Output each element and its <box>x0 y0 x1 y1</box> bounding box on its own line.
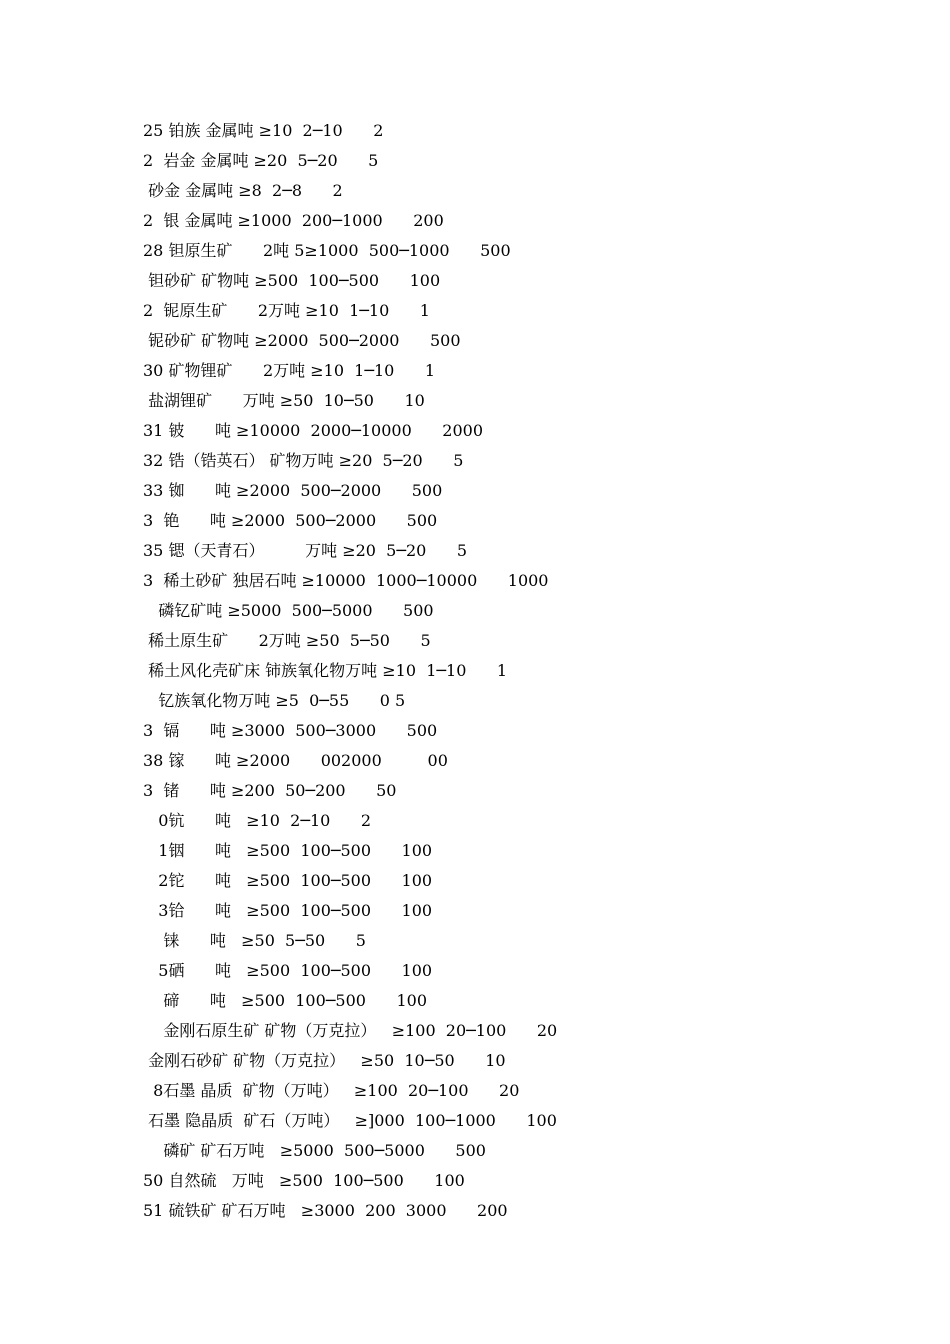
text-line: 30 矿物锂矿 2万吨 ≥10 1─10 1 <box>143 361 436 380</box>
text-line: 砂金 金属吨 ≥8 2─8 2 <box>143 181 343 200</box>
text-line: 铼 吨 ≥50 5─50 5 <box>143 931 366 950</box>
text-line: 盐湖锂矿 万吨 ≥50 10─50 10 <box>143 391 425 410</box>
text-line: 石墨 隐晶质 矿石（万吨） ≥]000 100─1000 100 <box>143 1111 557 1130</box>
text-line: 51 硫铁矿 矿石万吨 ≥3000 200 3000 200 <box>143 1201 508 1220</box>
text-line: 钽砂矿 矿物吨 ≥500 100─500 100 <box>143 271 441 290</box>
text-line: 3铪 吨 ≥500 100─500 100 <box>143 901 433 920</box>
text-line: 1铟 吨 ≥500 100─500 100 <box>143 841 433 860</box>
text-line: 25 铂族 金属吨 ≥10 2─10 2 <box>143 121 384 140</box>
text-line: 稀土风化壳矿床 铈族氧化物万吨 ≥10 1─10 1 <box>143 661 508 680</box>
text-line: 2铊 吨 ≥500 100─500 100 <box>143 871 433 890</box>
text-line: 3 锗 吨 ≥200 50─200 50 <box>143 781 397 800</box>
text-line: 32 锆（锆英石） 矿物万吨 ≥20 5─20 5 <box>143 451 464 470</box>
text-line: 35 锶（天青石） 万吨 ≥20 5─20 5 <box>143 541 468 560</box>
text-line: 稀土原生矿 2万吨 ≥50 5─50 5 <box>143 631 431 650</box>
text-line: 28 钽原生矿 2吨 5≥1000 500─1000 500 <box>143 241 511 260</box>
text-line: 3 铯 吨 ≥2000 500─2000 500 <box>143 511 438 530</box>
text-line: 38 镓 吨 ≥2000 002000 00 <box>143 751 448 770</box>
text-line: 3 稀土砂矿 独居石吨 ≥10000 1000─10000 1000 <box>143 571 549 590</box>
text-line: 8石墨 晶质 矿物（万吨） ≥100 20─100 20 <box>143 1081 520 1100</box>
text-line: 0钪 吨 ≥10 2─10 2 <box>143 811 372 830</box>
text-line: 2 岩金 金属吨 ≥20 5─20 5 <box>143 151 379 170</box>
text-line: 磷矿 矿石万吨 ≥5000 500─5000 500 <box>143 1141 486 1160</box>
text-line: 33 铷 吨 ≥2000 500─2000 500 <box>143 481 443 500</box>
text-line: 钇族氧化物万吨 ≥5 0─55 0 5 <box>143 691 406 710</box>
text-line: 2 铌原生矿 2万吨 ≥10 1─10 1 <box>143 301 430 320</box>
text-line: 铌砂矿 矿物吨 ≥2000 500─2000 500 <box>143 331 461 350</box>
text-line: 金刚石原生矿 矿物（万克拉） ≥100 20─100 20 <box>143 1021 558 1040</box>
text-line: 磷钇矿吨 ≥5000 500─5000 500 <box>143 601 434 620</box>
text-line: 5硒 吨 ≥500 100─500 100 <box>143 961 433 980</box>
text-line: 50 自然硫 万吨 ≥500 100─500 100 <box>143 1171 465 1190</box>
text-line: 碲 吨 ≥500 100─500 100 <box>143 991 428 1010</box>
text-line: 3 镉 吨 ≥3000 500─3000 500 <box>143 721 438 740</box>
text-line: 31 铍 吨 ≥10000 2000─10000 2000 <box>143 421 484 440</box>
text-line: 金刚石砂矿 矿物（万克拉） ≥50 10─50 10 <box>143 1051 506 1070</box>
text-line: 2 银 金属吨 ≥1000 200─1000 200 <box>143 211 444 230</box>
